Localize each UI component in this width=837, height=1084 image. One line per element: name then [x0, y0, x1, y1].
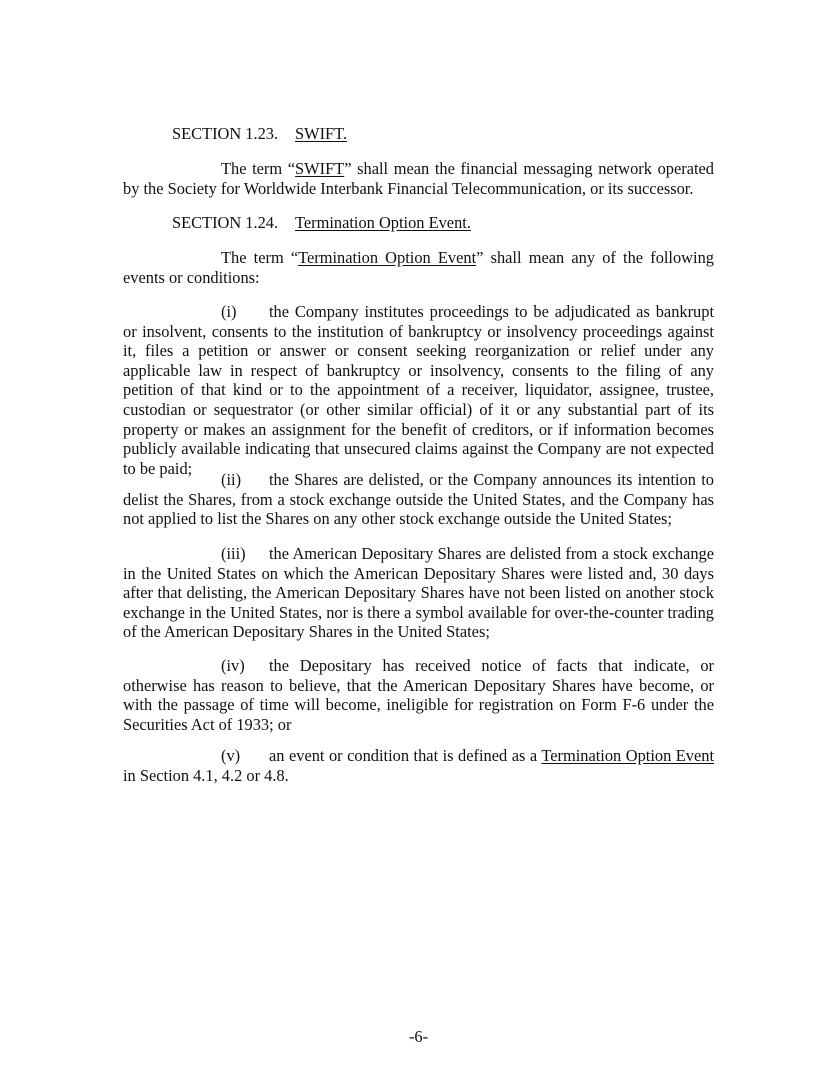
item-marker: (iv) [221, 656, 245, 675]
item-marker: (i) [221, 302, 237, 321]
item-text: an event or condition that is defined as a [269, 746, 542, 765]
section-title: SWIFT. [295, 124, 348, 143]
section-1-24-heading [172, 213, 471, 233]
list-item [123, 302, 714, 478]
defined-term: Termination Option Event [298, 248, 477, 267]
list-item [123, 656, 714, 734]
termination-option-event-definition [123, 248, 714, 287]
item-marker: (ii) [221, 470, 242, 489]
swift-definition [123, 159, 714, 198]
item-text: the Shares are delisted, or the Company announces its intention to delist the Shares, from a stock exchange outside the United States, and the Company has not applied to list the Shares on any other stock exchange outside the United States; [123, 470, 714, 529]
definition-text: ” shall mean any of the following events or conditions: [123, 248, 714, 287]
item-text: in Section 4.1, 4.2 or 4.8. [123, 765, 289, 785]
list-item [123, 544, 714, 642]
defined-term-reference: Termination Option Event [541, 746, 714, 765]
definition-prefix: The term “ [221, 159, 296, 178]
section-number: SECTION 1.23. [172, 124, 279, 143]
list-item [123, 746, 714, 785]
item-marker: (v) [221, 746, 241, 765]
definition-prefix: The term “ [221, 248, 299, 267]
item-text: the Company institutes proceedings to be adjudicated as bankrupt or insolvent, consents to the institution of bankruptcy or insolvency proceedings against it, files a petition or answer or consent seeking reorganization or relief under any applicable law in respect of bankruptcy or insolvency, consents to the filing of any petition of that kind or to the appointment of a receiver, liquidator, assignee, trustee, custodian or sequestrator (or other similar official) of it or any substantial part of its property or makes an assignment for the benefit of creditors, or if information becomes publicly available indicating that unsecured claims against the Company are not expected to be paid; [123, 302, 714, 478]
item-text: the American Depositary Shares are delisted from a stock exchange in the United States on which the American Depositary Shares were listed and, 30 days after that delisting, the American Depositary Shares have not been listed on another stock exchange in the United States, nor is there a symbol available for over-the-counter trading of the American Depositary Shares in the United States; [123, 544, 714, 642]
definition-text: ” shall mean the financial messaging network operated by the Society for Worldwide Interbank Financial Telecommunication, or its successor. [123, 159, 714, 198]
section-1-23-heading [172, 124, 347, 144]
defined-term: SWIFT [295, 159, 345, 178]
page-number: -6- [408, 1027, 429, 1046]
item-text: the Depositary has received notice of facts that indicate, or otherwise has reason to believe, that the American Depositary Shares have become, or with the passage of time will become, ineligible for registration on Form F-6 under the Securities Act of 1933; or [123, 656, 714, 734]
list-item [123, 470, 714, 529]
item-marker: (iii) [221, 544, 246, 563]
section-number: SECTION 1.24. [172, 213, 279, 232]
section-title: Termination Option Event. [295, 213, 471, 232]
